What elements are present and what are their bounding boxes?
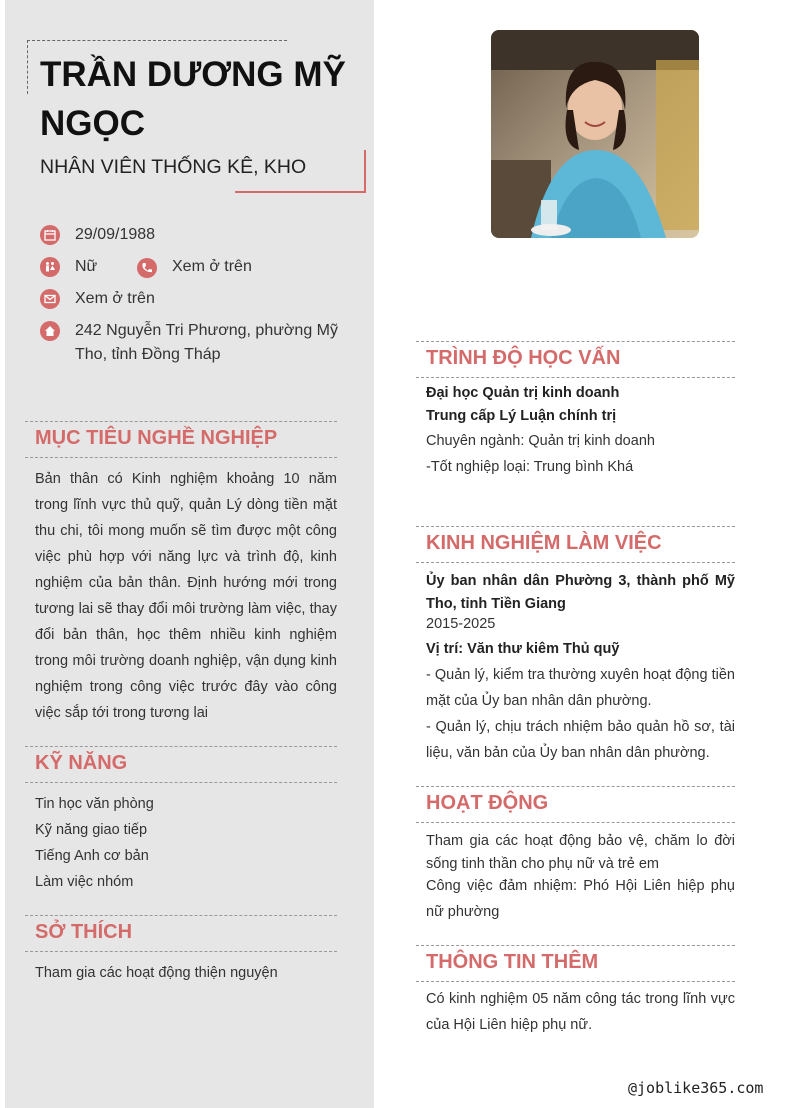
- gender-icon: [40, 257, 60, 277]
- graduation-grade: -Tốt nghiệp loại: Trung bình Khá: [426, 459, 634, 475]
- activity-text-1: Tham gia các hoạt động bảo vệ, chăm lo đời sống tinh thần cho phụ nữ và trẻ em: [426, 833, 735, 872]
- calendar-icon: [40, 225, 60, 245]
- phone-icon: [137, 258, 157, 278]
- degree-1: Đại học Quản trị kinh doanh: [426, 385, 620, 401]
- objective-heading: MỤC TIÊU NGHỀ NGHIỆP: [25, 421, 337, 458]
- address: 242 Nguyễn Tri Phương, phường Mỹ Tho, tỉnh Đồng Tháp: [75, 322, 338, 363]
- skills-heading: KỸ NĂNG: [25, 746, 337, 783]
- email-icon: [40, 289, 60, 309]
- additional-heading: THÔNG TIN THÊM: [416, 945, 735, 982]
- title-underline: [235, 150, 366, 193]
- skill-item: Kỹ năng giao tiếp: [35, 822, 148, 838]
- experience-heading: KINH NGHIỆM LÀM VIỆC: [416, 526, 735, 563]
- gender: Nữ: [75, 258, 98, 275]
- experience-position: Vị trí: Văn thư kiêm Thủ quỹ: [426, 641, 620, 657]
- birthdate: 29/09/1988: [75, 226, 156, 243]
- watermark: @joblike365.com: [628, 1079, 764, 1097]
- major: Chuyên ngành: Quản trị kinh doanh: [426, 433, 655, 449]
- hobbies-heading: SỞ THÍCH: [25, 915, 337, 952]
- skill-item: Làm việc nhóm: [35, 874, 134, 890]
- phone: Xem ở trên: [172, 258, 252, 275]
- job-title: NHÂN VIÊN THỐNG KÊ, KHO: [40, 156, 307, 178]
- email: Xem ở trên: [75, 290, 155, 307]
- activities-heading: HOẠT ĐỘNG: [416, 786, 735, 823]
- activity-text-2: Công việc đảm nhiệm: Phó Hội Liên hiệp phụ nữ phường: [426, 878, 735, 920]
- skill-item: Tiếng Anh cơ bản: [35, 848, 149, 864]
- candidate-name: TRẦN DƯƠNG MỸ NGỌC: [40, 55, 346, 143]
- additional-text: Có kinh nghiệm 05 năm công tác trong lĩnh vực của Hội Liên hiệp phụ nữ.: [426, 991, 735, 1033]
- experience-org: Ủy ban nhân dân Phường 3, thành phố Mỹ Tho, tỉnh Tiền Giang: [426, 573, 735, 612]
- experience-duty-2: - Quản lý, chịu trách nhiệm bảo quản hồ sơ, tài liệu, văn bản của Ủy ban nhân dân phường.: [426, 719, 735, 761]
- experience-period: 2015-2025: [426, 616, 496, 632]
- home-icon: [40, 321, 60, 341]
- profile-photo: [491, 30, 699, 238]
- skill-item: Tin học văn phòng: [35, 796, 154, 812]
- objective-text: Bản thân có Kinh nghiệm khoảng 10 năm trong lĩnh vực thủ quỹ, quản Lý dòng tiền mặt thu chi, tôi mong muốn sẽ tìm được một công việc phù hợp với năng lực và trình độ, kinh nghiệm của bản thân. Định hướng mới trong tương lai sẽ thay đổi môi trường làm việc, thay đổi bản thân, học thêm nhiều kinh nghiệm trong môi trường doanh nghiệp, vận dụng kinh nghiệm trong công việc trước đây vào công việc sắp tới trong tương lai: [35, 471, 337, 721]
- hobby-text: Tham gia các hoạt động thiện nguyện: [35, 965, 278, 981]
- experience-duty-1: - Quản lý, kiểm tra thường xuyên hoạt động tiền mặt của Ủy ban nhân dân phường.: [426, 667, 735, 709]
- degree-2: Trung cấp Lý Luận chính trị: [426, 408, 617, 424]
- education-heading: TRÌNH ĐỘ HỌC VẤN: [416, 341, 735, 378]
